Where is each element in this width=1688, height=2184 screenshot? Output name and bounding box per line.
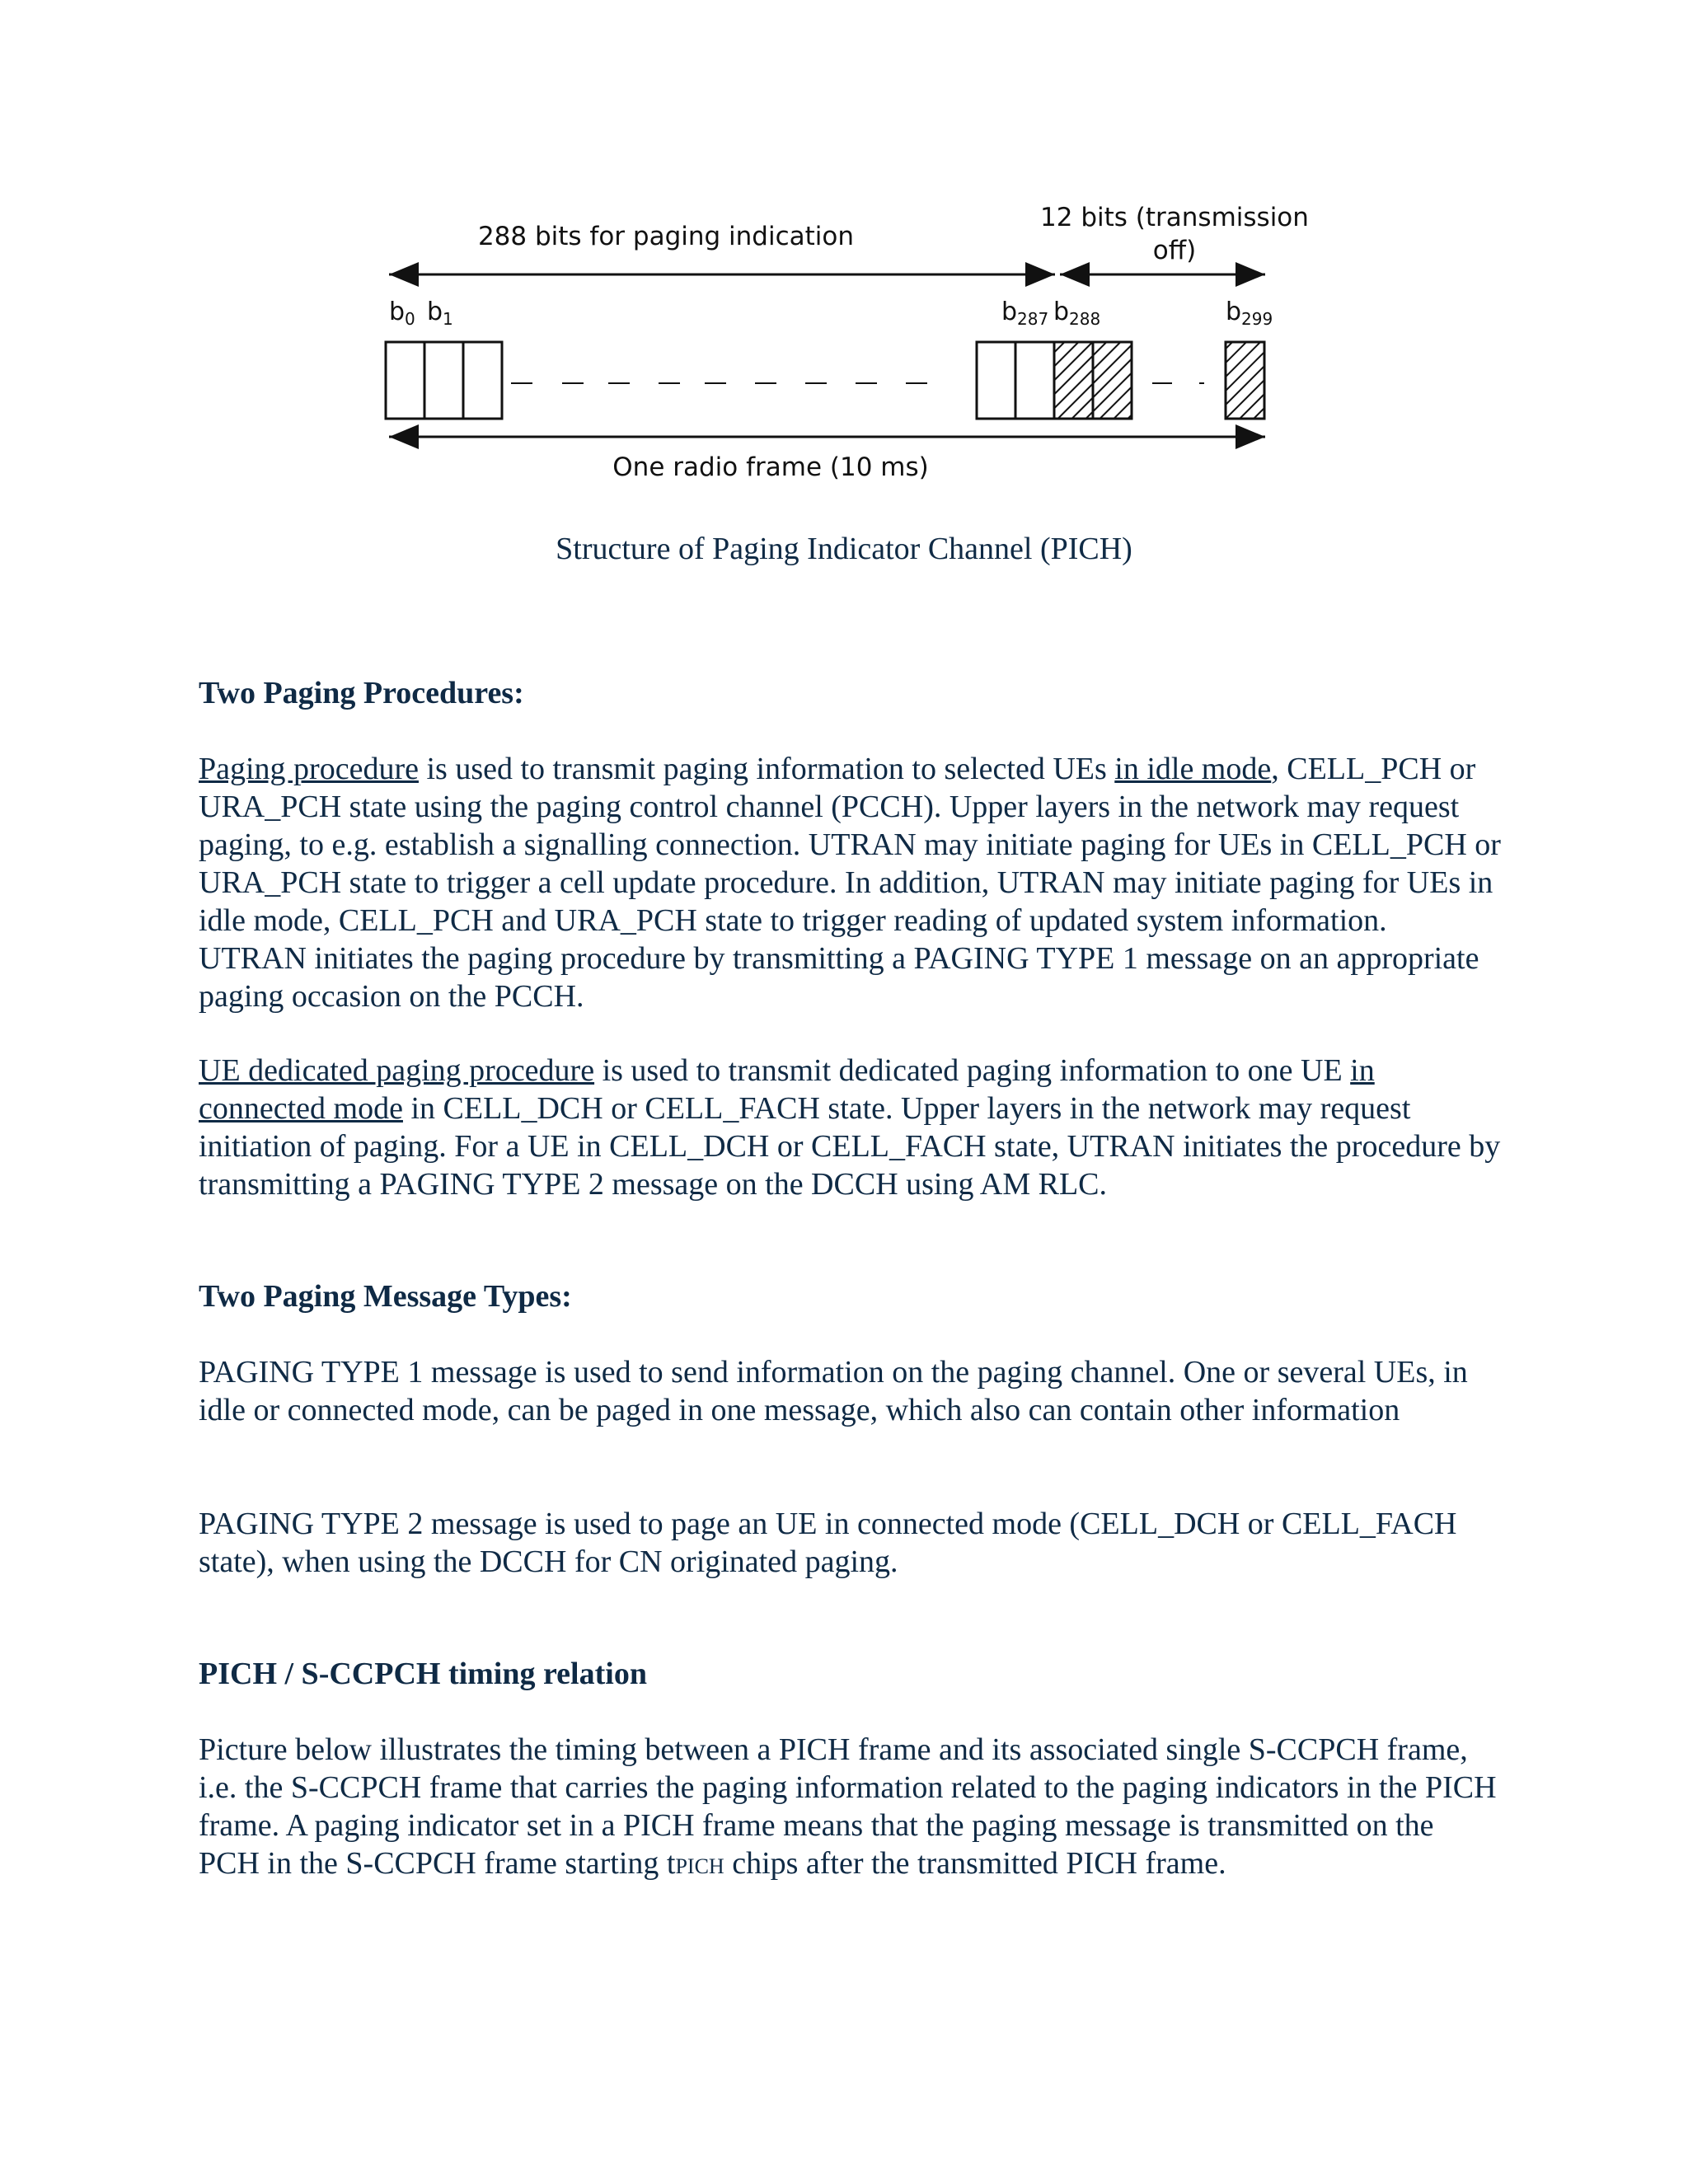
- paging-bits-label: 288 bits for paging indication: [477, 222, 855, 251]
- heading-two-paging-procedures: Two Paging Procedures:: [199, 676, 524, 710]
- bit-cell-off: [1093, 342, 1132, 419]
- paragraph-paging-procedure: Paging procedure is used to transmit paging information to selected UEs in idle mode, CELL_PCH or URA_PCH state using the paging control channel (PCCH). Upper layers in the network may request paging, to e.g. establish a signalling connection. UTRAN may initiate paging for UEs in CELL_PCH or URA_PCH state to trigger a cell update procedure. In addition, UTRAN may initiate paging for UEs in idle mode, CELL_PCH and URA_PCH state to trigger reading of updated system information. UTRAN initiates the paging procedure by transmitting a PAGING TYPE 1 message on an appropriate paging occasion on the PCCH.: [199, 752, 1501, 1014]
- bit-label-b299: $b_{299}$: [1226, 298, 1273, 329]
- bit-cell: [977, 342, 1015, 419]
- transmission-off-label-line2: off): [1152, 236, 1197, 265]
- link-ue-dedicated-paging-procedure[interactable]: UE dedicated paging procedure: [199, 1053, 595, 1088]
- paragraph-pich-timing: Picture below illustrates the timing between a PICH frame and its associated single S-CCPCH frame, i.e. the S-CCPCH frame that carries the paging information related to the paging indicators in the PICH frame. A paging indicator set in a PICH frame means that the paging message is transmitted on the PCH in the S-CCPCH frame starting tPICH chips after the transmitted PICH frame.: [199, 1732, 1497, 1881]
- transmission-off-label-line1: 12 bits (transmission: [1040, 203, 1309, 232]
- figure-caption: Structure of Paging Indicator Channel (PICH): [556, 532, 1132, 566]
- bit-ellipsis: [511, 382, 927, 384]
- subscript-pich: PICH: [675, 1854, 724, 1878]
- bit-cell-off: [1226, 342, 1264, 419]
- paragraph-ue-dedicated-paging: UE dedicated paging procedure is used to transmit dedicated paging information to one UE in connected mode in CELL_DCH or CELL_FACH state. Upper layers in the network may request initiation of paging. For a UE in CELL_DCH or CELL_FACH state, UTRAN initiates the procedure by transmitting a PAGING TYPE 2 message on the DCCH using AM RLC.: [199, 1053, 1501, 1202]
- bit-label-b0: $b_0$: [389, 298, 415, 329]
- bit-cell: [386, 342, 424, 419]
- bit-ellipsis-off: [1152, 382, 1204, 384]
- paragraph-paging-type-1: PAGING TYPE 1 message is used to send information on the paging channel. One or several UEs, in idle or connected mode, can be paged in one message, which also can contain other information: [199, 1355, 1468, 1427]
- bit-label-b1: $b_1$: [427, 298, 453, 329]
- paragraph-paging-type-2: PAGING TYPE 2 message is used to page an UE in connected mode (CELL_DCH or CELL_FACH state), when using the DCCH for CN originated paging.: [199, 1507, 1457, 1579]
- heading-pich-sccpch-timing: PICH / S-CCPCH timing relation: [199, 1657, 647, 1691]
- bit-cell: [1015, 342, 1054, 419]
- bit-cell-off: [1054, 342, 1093, 419]
- bit-cell: [463, 342, 502, 419]
- link-in-connected-mode[interactable]: in connected mode: [199, 1053, 1375, 1126]
- link-paging-procedure[interactable]: Paging procedure: [199, 752, 419, 786]
- link-in-idle-mode[interactable]: in idle mode: [1114, 752, 1272, 786]
- heading-two-paging-message-types: Two Paging Message Types:: [199, 1279, 572, 1314]
- bit-label-b287: $b_{287}$: [1001, 298, 1049, 329]
- radio-frame-label: One radio frame (10 ms): [612, 452, 929, 482]
- bit-label-b288: $b_{288}$: [1053, 298, 1101, 329]
- pich-structure-diagram: [363, 190, 1335, 494]
- bit-cell: [424, 342, 463, 419]
